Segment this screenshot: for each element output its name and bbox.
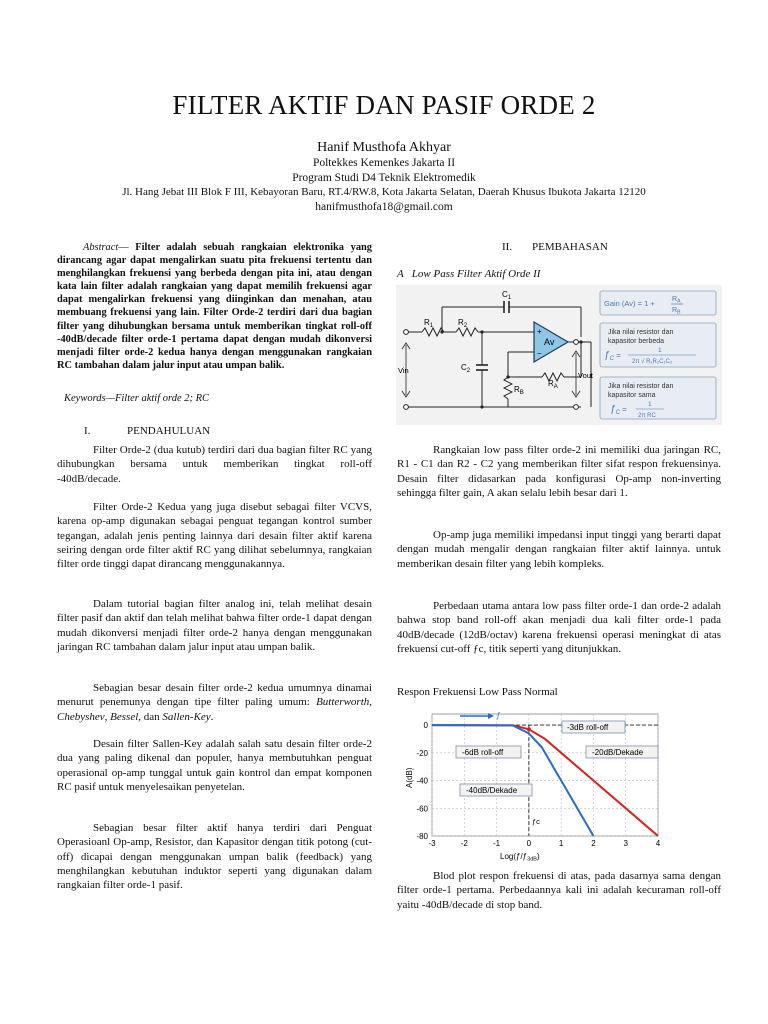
gain-formula-prefix: Gain (Av) = 1 + <box>604 299 655 308</box>
x-tick-label: -1 <box>493 839 501 848</box>
fc-different-denominator: 2π √ R₁R₂C₁C₂ <box>632 359 673 365</box>
label-av: Av <box>544 337 555 347</box>
junction-dot <box>480 330 483 333</box>
intro-paragraph-2: Filter Orde-2 Kedua yang juga disebut sebagai filter VCVS, karena op-amp digunakan sebagai penguat tegangan kontrol sumber tegangan, adalah jenis penting lainnya dari desain filter aktif karena seiring dengan orde filter aktif RC yang dilihat sebelumnya, rangkaian filter orde tinggi dapat dirancang menggunakannya. <box>57 501 372 571</box>
fc-same-symbol: $ƒ_C$ = <box>610 404 627 416</box>
fc-different-line1: Jika nilai resistor dan <box>608 329 674 336</box>
discussion-paragraph-1: Rangkaian low pass filter orde-2 ini memiliki dua jaringan RC, R1 - C1 dan R2 - C2 yang memberikan filter sifat respon frekuensinya. Desain filter didasarkan pada konfigurasi Op-amp non-inverting sehingga filter gain, A akan selalu lebih besar dari 1. <box>397 444 721 499</box>
label-vout: Vout <box>578 371 594 380</box>
intro-paragraph-6: Sebagian besar filter aktif hanya terdiri dari Penguat Operasioanl Op-amp, Resistor, dan Kapasitor dengan titik potong (cut-off) dicapai dengan menggunakan umpan balik (feedback) yang menghilangkan kebutuhan induktor seperti yang digunakan dalam rangkaian filter orde-1 pasif. <box>57 822 372 892</box>
section2-number: II. <box>502 241 513 253</box>
chart-background <box>396 706 672 862</box>
fc-same-numerator: 1 <box>648 401 652 408</box>
cutoff-label: ƒc <box>532 817 540 826</box>
label-r1: $R_1$ <box>424 318 434 329</box>
terminal-vin-top <box>404 330 409 335</box>
p4-sep: , <box>104 710 111 723</box>
y-tick-label: -80 <box>416 832 428 841</box>
label-plus: + <box>537 327 542 336</box>
author-program: Program Studi D4 Teknik Elektromedik <box>292 172 476 184</box>
chart-xlabel: Log(ƒ/ƒ3dB) <box>500 852 540 862</box>
x-tick-label: -3 <box>428 839 436 848</box>
filter-name-sallen-key: Sallen-Key <box>162 710 211 723</box>
chart-ylabel: A(dB) <box>405 767 414 788</box>
frequency-response-chart <box>396 706 672 862</box>
circuit-svg <box>396 285 722 425</box>
section1-title: PENDAHULUAN <box>127 425 211 437</box>
fc-different-numerator: 1 <box>658 347 662 354</box>
label-r2: $R_2$ <box>458 318 468 329</box>
intro-paragraph-4 <box>57 681 372 724</box>
label-c2: $C_2$ <box>461 363 471 374</box>
label-c1: $C_1$ <box>502 290 512 301</box>
discussion-paragraph-2: Op-amp juga memiliki impedansi input tinggi yang berarti dapat dengan mudah mengalir dengan rangkaian filter aktif lainnya. untuk memberikan desain filter yang lebih kompleks. <box>397 529 721 570</box>
abstract-text: Filter adalah sebuah rangkaian elektronika yang dirancang agar dapat mengalirkan suatu pita frekuensi tertentu dan menghilangkan frekuensi yang berbeda dengan pita ini, atau dengan kata lain filter adalah rangkaian yang dapat memilih frekuensi agar dapat mengalirkan frekuensi yang diinginkan dan menahan, atau membuang frekuensi yang lain. Filter Orde-2 terdiri dari dua bagian filter yang dihubungkan bersama untuk memberikan tingkat roll-off -40dB/decade filter orde-1 pertama dapat dengan mudah dikonversi menjadi filter orde-2 kedua hanya dengan menggunakan rangkaian RC tambahan dalam jalur input atau umpan balik. <box>57 242 372 371</box>
terminal-vin-bottom <box>404 405 409 410</box>
intro-paragraph-1: Filter Orde-2 (dua kutub) terdiri dari dua bagian filter RC yang dihubungkan bersama untuk memberikan tingkat roll-off -40dB/decade. <box>57 444 372 485</box>
fc-same-line2: kapasitor sama <box>608 392 656 399</box>
junction-dot <box>579 340 582 343</box>
discussion-paragraph-4: Blod plot respon frekuensi di atas, pada dasarnya sama dengan filter orde-1 pertama. Perbedaannya kali ini adalah kecuraman roll-off yaitu -40dB/decade di stop band. <box>397 870 721 911</box>
y-tick-label: -40 <box>416 776 428 786</box>
filter-name-bessel: Bessel <box>110 710 139 723</box>
author-address: Jl. Hang Jebat III Blok F III, Kebayoran Baru, RT.4/RW.8, Kota Jakarta Selatan, Daerah Khusus Ibukota Jakarta 12120 <box>122 186 646 198</box>
section1-number: I. <box>84 425 91 437</box>
author-email: hanifmusthofa18@gmail.com <box>315 201 453 213</box>
annotation-text: -3dB roll-off <box>567 723 609 732</box>
subsection-a-title: A Low Pass Filter Aktif Orde II <box>397 268 541 280</box>
label-rb: $R_B$ <box>514 385 524 396</box>
annotation-40db <box>460 784 532 796</box>
gain-denominator: $R_B$ <box>672 307 681 316</box>
paper-title: FILTER AKTIF DAN PASIF ORDE 2 <box>172 90 596 120</box>
label-vin: Vin <box>398 366 409 375</box>
y-tick-label: -20 <box>416 748 428 758</box>
chart-svg <box>396 706 672 862</box>
x-tick-label: 2 <box>591 839 596 848</box>
keywords: Keywords—Filter aktif orde 2; RC <box>64 393 210 404</box>
junction-dot <box>440 330 443 333</box>
filter-name-butterworth: Butterworth <box>316 696 370 709</box>
terminal-vout-top <box>574 340 579 345</box>
x-tick-label: 1 <box>558 839 564 848</box>
circuit-figure <box>396 285 722 425</box>
annotation-3db <box>562 721 625 733</box>
gain-numerator: $R_A$ <box>672 296 681 305</box>
x-tick-label: 0 <box>526 839 532 848</box>
terminal-vout-bottom <box>574 405 579 410</box>
filter-name-chebyshev: Chebyshev <box>57 710 105 723</box>
annotation-text: -40dB/Dekade <box>466 786 518 795</box>
label-ra: $R_A$ <box>548 379 558 390</box>
fc-different-symbol: $ƒ_C$ = <box>604 350 621 362</box>
junction-dot <box>480 405 483 408</box>
abstract <box>57 241 372 372</box>
annotation-6db <box>456 746 521 758</box>
fc-same-line1: Jika nilai resistor dan <box>608 383 674 390</box>
section2-title: PEMBAHASAN <box>532 241 608 253</box>
fc-same-denominator: 2π RC <box>638 413 656 419</box>
cutoff-point <box>527 727 531 731</box>
abstract-dash: — <box>118 242 136 253</box>
p4-pre: Sebagian besar desain filter orde-2 kedua umumnya dinamai menurut penemunya dengan tipe filter paling umum: <box>57 682 372 709</box>
junction-dot <box>506 375 509 378</box>
intro-paragraph-3: Dalam tutorial bagian filter analog ini, telah melihat desain filter pasif dan aktif dan telah melihat bahwa filter orde-1 dapat dengan mudah dikonversi menjadi filter orde-2 hanya dengan menggunakan jaringan RC tambahan dalam jalur input atau umpan balik. <box>57 598 372 653</box>
annotation-20db <box>586 746 658 758</box>
y-tick-label: 0 <box>423 721 428 731</box>
p4-sep: , dan <box>138 710 163 723</box>
intro-paragraph-5: Desain filter Sallen-Key adalah salah satu desain filter orde-2 dua yang paling dikenal dan populer, hanya membutuhkan penguat operasional op-amp tunggal untuk gain kontrol dan empat komponen RC pasif untuk menyelesaikan penyetelan. <box>57 738 372 793</box>
annotation-text: -20dB/Dekade <box>592 748 644 757</box>
frequency-symbol: ƒ <box>496 711 501 720</box>
p4-end: . <box>210 710 214 723</box>
x-tick-label: 3 <box>623 839 628 848</box>
annotation-text: -6dB roll-off <box>462 748 504 757</box>
y-tick-label: -60 <box>416 804 428 814</box>
fc-different-line2: kapasitor berbeda <box>608 338 665 345</box>
author-institution: Poltekkes Kemenkes Jakarta II <box>312 157 456 169</box>
p4-sep: , <box>369 696 372 709</box>
author-name: Hanif Musthofa Akhyar <box>317 140 451 155</box>
abstract-label: Abstract <box>83 242 119 253</box>
label-minus: − <box>537 349 542 358</box>
discussion-paragraph-3: Perbedaan utama antara low pass filter orde-1 dan orde-2 adalah bahwa stop band roll-off akan menjadi dua kali filter orde-1 pada 40dB/decade (12dB/octav) karena frekuensi operasi meningkat di atas frekuensi cut-off ƒc, titik seperti yang ditunjukkan. <box>397 600 721 655</box>
x-tick-label: -2 <box>460 839 468 848</box>
x-tick-label: 4 <box>655 839 661 848</box>
figure-caption: Respon Frekuensi Low Pass Normal <box>397 686 558 698</box>
